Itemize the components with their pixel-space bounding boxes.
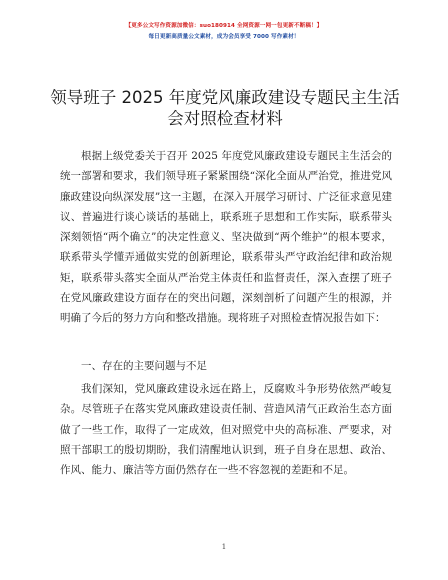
document-title-line-2: 会对照检查材料 <box>167 109 283 128</box>
intro-paragraph: 根据上级党委关于召开 2025 年度党风廉政建设专题民主生活会的统一部署和要求，我们领导班子紧紧围绕“深化全面从严治党，推进党风廉政建设向纵深发展”这一主题，在深入开展学习研讨、广泛征求意见建议、普遍进行谈心谈话的基础上，联系班子思想和工作实际，联系带头深刻领悟“两个确立”的决定性意义、坚决做到“两个维护”的根本要求，联系带头学懂弄通做实党的创新理论，联系带头严守政治纪律和政治规矩，联系带头落实全面从严治党主体责任和监督责任，深入查摆了班子在党风廉政建设方面存在的突出问题，深刻剖析了问题产生的根源，并明确了今后的努力方向和整改措施。现将班子对照检查情况报告如下： <box>60 150 392 325</box>
promo-banner-line-1: 【更多公文写作资源加微信：suo180914 全网资源一网一包更新不断稿！】 <box>125 23 323 29</box>
document-title-line-1: 领导班子 2025 年度党风廉政建设专题民主生活 <box>50 88 400 107</box>
section-heading: 一、存在的主要问题与不足 <box>81 360 207 372</box>
promo-banner-line-2: 每日更新高质量公文素材，成为会员享受 7000 写作素材！ <box>148 34 300 40</box>
body-paragraph: 我们深知，党风廉政建设永远在路上，反腐败斗争形势依然严峻复杂。尽管班子在落实党风廉政建设责任制、营造风清气正政治生态方面做了一些工作，取得了一定成效，但对照党中央的高标准、严要求，对照干部职工的殷切期盼，我们清醒地认识到，班子自身在思想、政治、作风、能力、廉洁等方面仍然存在一些不容忽视的差距和不足。 <box>60 383 392 477</box>
page-number: 1 <box>221 543 227 551</box>
